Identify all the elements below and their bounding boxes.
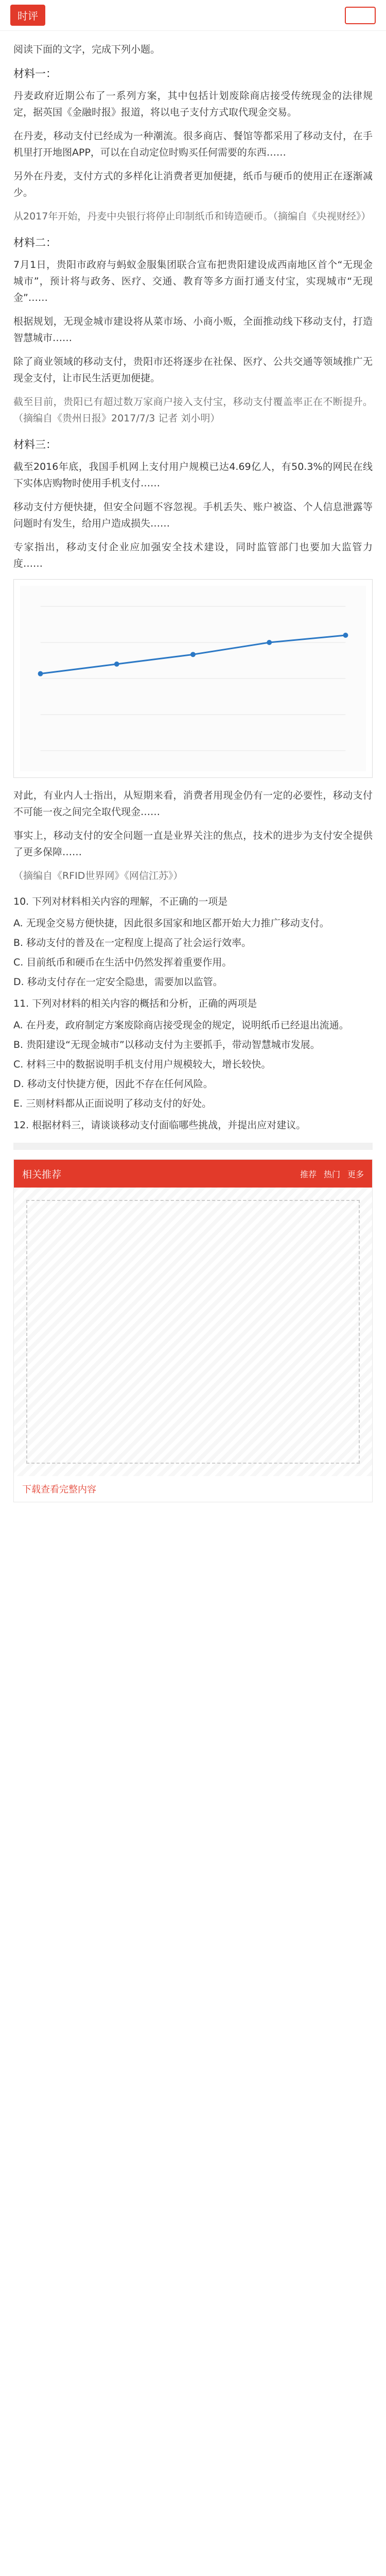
question-11-option: B. 贵阳建设“无现金城市”以移动支付为主要抓手，带动智慧城市发展。 bbox=[13, 1039, 320, 1050]
category-badge: 时评 bbox=[10, 5, 45, 26]
series-point bbox=[114, 662, 119, 667]
series-point bbox=[343, 633, 348, 638]
question-10-option: A. 无现金交易方便快捷，因此很多国家和地区都开始大力推广移动支付。 bbox=[13, 918, 329, 929]
top-bar bbox=[0, 0, 386, 31]
question-11-option: D. 移动支付快捷方便，因此不存在任何风险。 bbox=[13, 1078, 213, 1090]
question-11-stem: 11. 下列对材料的相关内容的概括和分析，正确的两项是 bbox=[13, 998, 257, 1009]
question-12-stem: 12. 根据材料三，请谈谈移动支付面临哪些挑战，并提出应对建议。 bbox=[13, 1120, 306, 1131]
tab-recommended[interactable]: 推荐 bbox=[300, 1169, 317, 1179]
recommendation-title: 相关推荐 bbox=[22, 1168, 62, 1180]
question-10-option: C. 目前纸币和硬币在生活中仍然发挥着重要作用。 bbox=[13, 957, 232, 968]
question-10-option: B. 移动支付的普及在一定程度上提高了社会运行效率。 bbox=[13, 937, 252, 948]
material-1-paragraph: 丹麦政府近期公布了一系列方案，其中包括计划废除商店接受传统现金的法律规定，据英国《金融时报》报道，将以电子支付方式取代现金交易。 bbox=[13, 90, 373, 118]
question-10-stem: 10. 下列对材料相关内容的理解，不正确的一项是 bbox=[13, 896, 228, 907]
line-chart bbox=[20, 586, 366, 771]
preview-placeholder bbox=[26, 1200, 360, 1464]
recommendation-header bbox=[14, 1160, 372, 1188]
material-1-paragraph: 在丹麦，移动支付已经成为一种潮流。很多商店、餐馆等都采用了移动支付，在手机里打开地图APP，可以在自动定位时购买任何需要的东西…… bbox=[13, 130, 373, 158]
material-3-paragraph: 专家指出，移动支付企业应加强安全技术建设，同时监管部门也要加大监管力度…… bbox=[13, 541, 373, 569]
material-2-paragraph: 根据规划，无现金城市建设将从菜市场、小商小贩，全面推动线下移动支付，打造智慧城市…… bbox=[13, 316, 373, 344]
tab-popular[interactable]: 热门 bbox=[323, 1169, 340, 1179]
series-point bbox=[38, 671, 43, 676]
material-1-title: 材料一： bbox=[13, 67, 57, 80]
material-1-paragraph: 另外在丹麦，支付方式的多样化让消费者更加便捷，纸币与硬币的使用正在逐渐减少。 bbox=[13, 171, 373, 198]
material-1-source: 从2017年开始，丹麦中央银行将停止印制纸币和铸造硬币。（摘编自《央视财经》） bbox=[13, 211, 371, 222]
question-11-option: E. 三则材料都从正面说明了移动支付的好处。 bbox=[13, 1098, 212, 1109]
recommendation-card bbox=[13, 1159, 373, 1502]
material-2-source: 截至目前，贵阳已有超过数万家商户接入支付宝，移动支付覆盖率正在不断提升。（摘编自《贵州日报》2017/7/3 记者 刘小明） bbox=[13, 396, 373, 424]
recommendation-tabs bbox=[300, 1168, 364, 1180]
material-3-paragraph: 事实上，移动支付的安全问题一直是业界关注的焦点，技术的进步为支付安全提供了更多保障…… bbox=[13, 830, 373, 858]
footer-space bbox=[13, 1512, 373, 1573]
material-2-title: 材料二： bbox=[13, 236, 57, 249]
site-logo[interactable] bbox=[345, 7, 376, 24]
recommendation-preview[interactable] bbox=[14, 1188, 372, 1476]
article-content bbox=[0, 31, 386, 1579]
material-3-paragraph: 移动支付方便快捷，但安全问题不容忽视。手机丢失、账户被盗、个人信息泄露等问题时有发生，给用户造成损失…… bbox=[13, 501, 373, 529]
material-2-paragraph: 除了商业领域的移动支付，贵阳市还将逐步在社保、医疗、公共交通等领域推广无现金支付，让市民生活更加便捷。 bbox=[13, 356, 373, 384]
instruction-text: 阅读下面的文字，完成下列小题。 bbox=[13, 44, 161, 55]
question-10-option: D. 移动支付存在一定安全隐患，需要加以监管。 bbox=[13, 976, 223, 988]
material-3-paragraph: 截至2016年底，我国手机网上支付用户规模已达4.69亿人，有50.3%的网民在线下实体店购物时使用手机支付…… bbox=[13, 461, 373, 489]
material-2-paragraph: 7月1日，贵阳市政府与蚂蚁金服集团联合宣布把贵阳建设成西南地区首个“无现金城市”，预计将与政务、医疗、交通、教育等多方面打通支付宝，实现城市“无现金”…… bbox=[13, 259, 373, 303]
recommendation-footer[interactable]: 下载查看完整内容 bbox=[22, 1484, 96, 1495]
question-11-option: A. 在丹麦，政府制定方案废除商店接受现金的规定，说明纸币已经退出流通。 bbox=[13, 1020, 349, 1031]
section-divider bbox=[13, 1143, 373, 1150]
tab-more[interactable]: 更多 bbox=[347, 1169, 364, 1179]
question-11-option: C. 材料三中的数据说明手机支付用户规模较大，增长较快。 bbox=[13, 1059, 271, 1070]
series-point bbox=[267, 640, 272, 645]
material-3-paragraph: 对此，有业内人士指出，从短期来看，消费者用现金仍有一定的必要性，移动支付不可能一夜之间完全取代现金…… bbox=[13, 790, 373, 818]
material-3-source: （摘编自《RFID世界网》《网信江苏》） bbox=[13, 870, 183, 882]
material-3-title: 材料三： bbox=[13, 438, 57, 451]
series-point bbox=[190, 652, 196, 657]
chart-container bbox=[13, 579, 373, 778]
